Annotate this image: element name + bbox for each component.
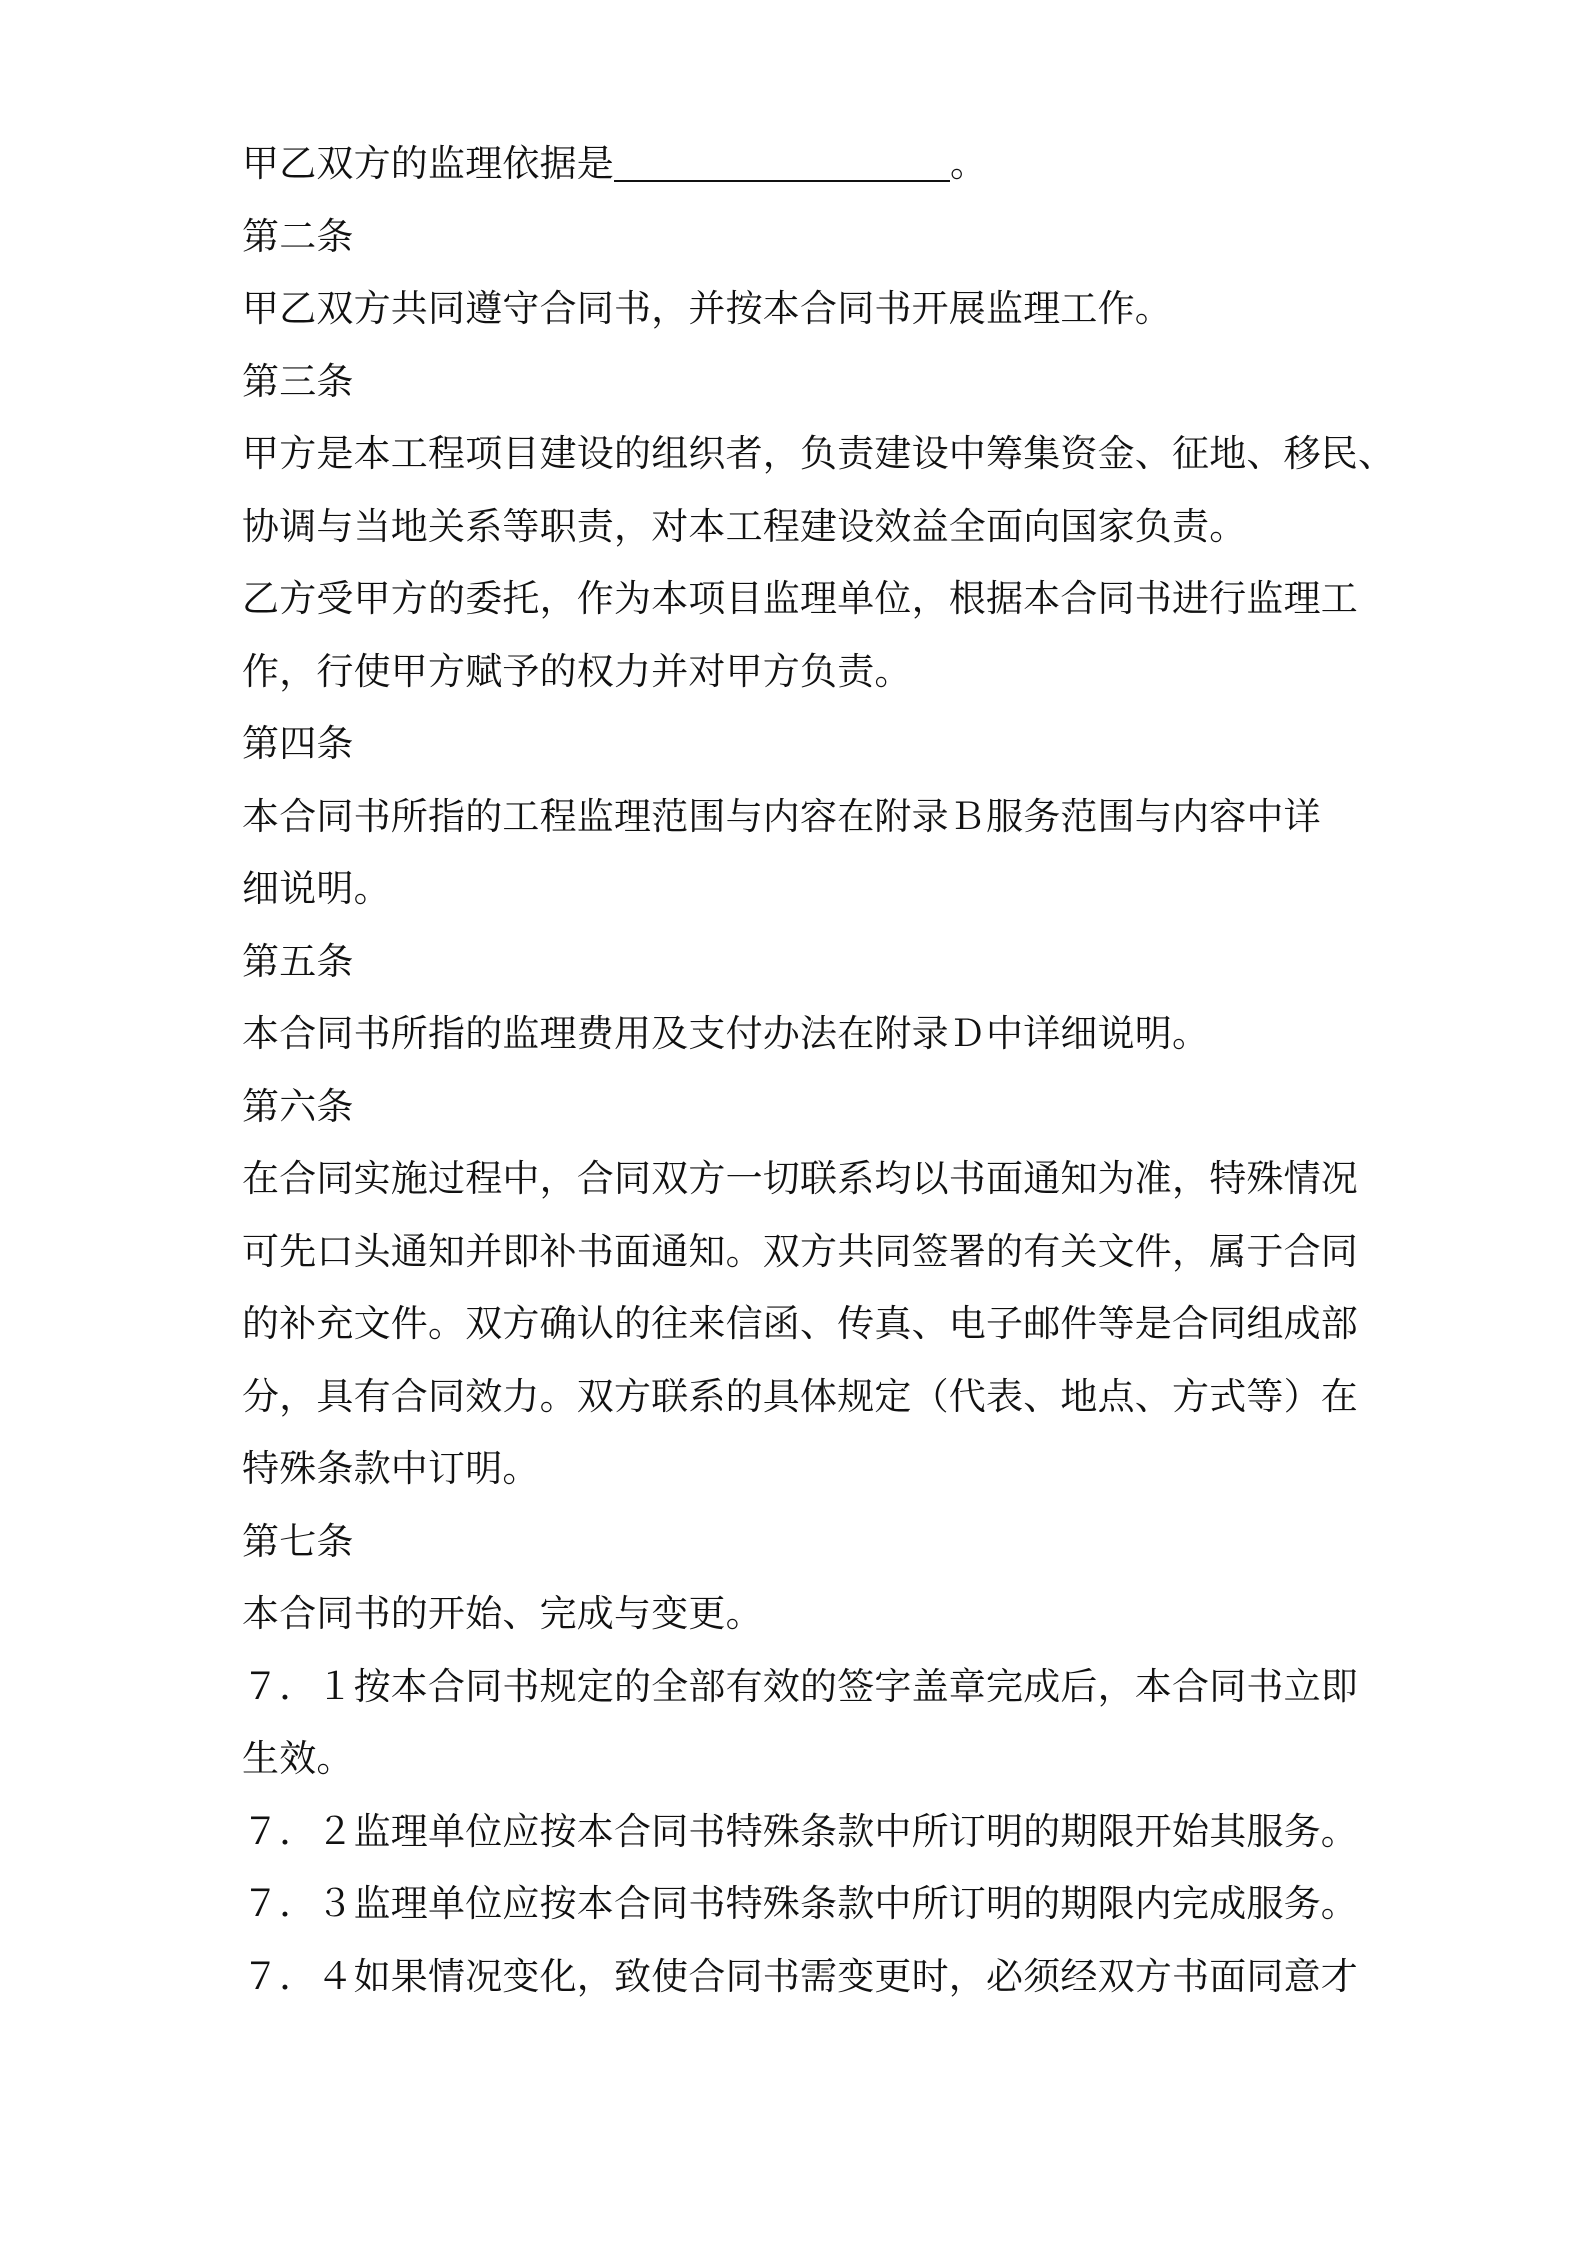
article-7-heading: 第七条 [242,1519,354,1563]
clause-7-2: ７．２监理单位应按本合同书特殊条款中所订明的期限开始其服务。 [242,1809,1358,1853]
clause-7-4-line: ７．４如果情况变化，致使合同书需变更时，必须经双方书面同意才 [242,1954,1358,1998]
article-6-heading: 第六条 [242,1084,354,1128]
article-6-text-line: 特殊条款中订明。 [242,1447,540,1490]
article-3-text-line: 乙方受甲方的委托，作为本项目监理单位，根据本合同书进行监理工 [242,577,1358,620]
article-7-intro: 本合同书的开始、完成与变更。 [242,1592,763,1635]
article-2-text: 甲乙双方共同遵守合同书，并按本合同书开展监理工作。 [242,287,1172,330]
clause-7-3: ７．３监理单位应按本合同书特殊条款中所订明的期限内完成服务。 [242,1882,1358,1925]
article-3-text-line: 甲方是本工程项目建设的组织者，负责建设中筹集资金、征地、移民、 [242,432,1396,475]
article-3-text-line: 协调与当地关系等职责，对本工程建设效益全面向国家负责。 [242,504,1247,548]
supervision-basis-period: 。 [950,142,988,185]
article-6-text-line: 在合同实施过程中，合同双方一切联系均以书面通知为准，特殊情况 [242,1157,1358,1200]
supervision-basis-line [242,128,1362,201]
clause-7-1-line: 生效。 [242,1737,354,1780]
supervision-basis-blank [614,142,950,182]
article-6-text-line: 分，具有合同效力。双方联系的具体规定（代表、地点、方式等）在 [242,1374,1358,1418]
article-4-heading: 第四条 [242,722,354,765]
article-6-text-line: 可先口头通知并即补书面通知。双方共同签署的有关文件，属于合同 [242,1229,1358,1273]
article-4-text-line: 细说明。 [242,867,391,910]
article-2-heading: 第二条 [242,214,354,258]
document-body [242,128,1396,2013]
article-5-text: 本合同书所指的监理费用及支付办法在附录Ｄ中详细说明。 [242,1012,1210,1055]
article-6-text-line: 的补充文件。双方确认的往来信函、传真、电子邮件等是合同组成部 [242,1302,1358,1345]
article-3-text-line: 作，行使甲方赋予的权力并对甲方负责。 [242,649,912,693]
article-5-heading: 第五条 [242,939,354,983]
supervision-basis-label: 甲乙双方的监理依据是 [242,142,614,185]
clause-7-1-line: ７．１按本合同书规定的全部有效的签字盖章完成后，本合同书立即 [242,1664,1358,1708]
article-3-heading: 第三条 [242,359,354,403]
article-4-text-line: 本合同书所指的工程监理范围与内容在附录Ｂ服务范围与内容中详 [242,794,1321,838]
